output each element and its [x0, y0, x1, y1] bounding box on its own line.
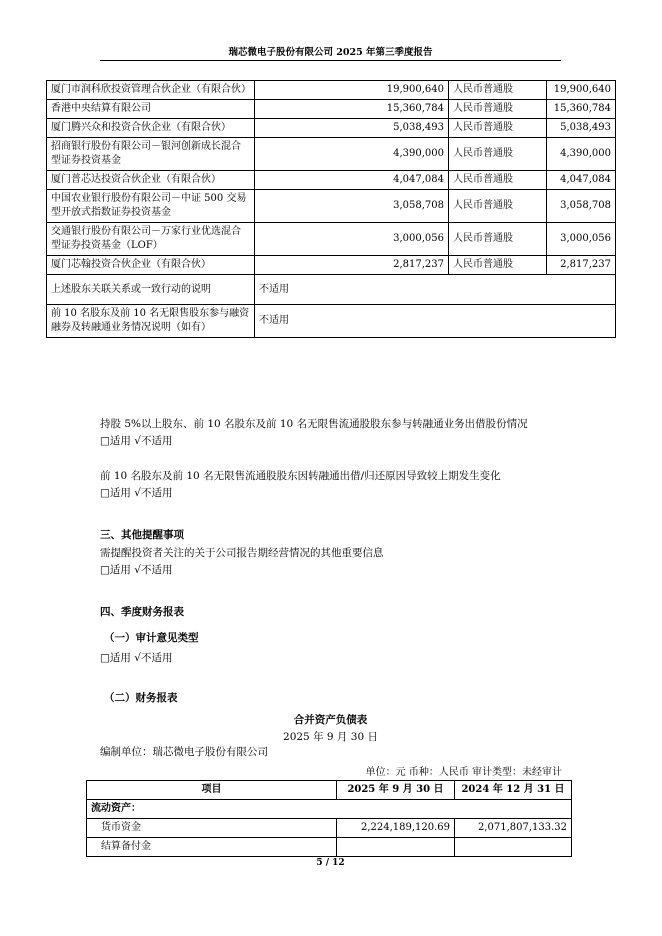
share-type: 人民币普通股 [449, 138, 547, 171]
row-current: 2,224,189,120.69 [337, 819, 455, 838]
lending-change-text: 前 10 名股东及前 10 名无限售流通股股东因转融通出借/归还原因导致较上期发生变化 [100, 470, 501, 482]
holder-shares: 15,360,784 [255, 100, 449, 119]
share-type: 人民币普通股 [449, 223, 547, 256]
holder-name: 香港中央结算有限公司 [47, 100, 255, 119]
shareholders-table [46, 80, 616, 338]
holder-shares: 4,390,000 [255, 138, 449, 171]
holder-name: 交通银行股份有限公司－万家行业优选混合型证券投资基金（LOF） [47, 223, 255, 256]
page-number: 5 / 12 [316, 858, 345, 868]
holder-shares: 3,000,056 [255, 223, 449, 256]
holder-shares: 19,900,640 [255, 81, 449, 100]
currency-meta: 单位：元 币种：人民币 审计类型：未经审计 [365, 767, 562, 778]
holder-name: 中国农业银行股份有限公司－中证 500 交易型开放式指数证券投资基金 [47, 190, 255, 223]
balance-sheet-title: 合并资产负债表 [293, 714, 368, 726]
section-3-options: □适用 √不适用 [100, 564, 173, 576]
holder-shares: 2,817,237 [255, 256, 449, 275]
header-rule [100, 60, 561, 61]
page-header: 瑞芯微电子股份有限公司 2025 年第三季度报告 [228, 47, 433, 58]
share-type: 人民币普通股 [449, 119, 547, 138]
row-item: 结算备付金 [87, 838, 337, 857]
share-type: 人民币普通股 [449, 256, 547, 275]
note-row [47, 275, 616, 305]
share-type: 人民币普通股 [449, 190, 547, 223]
section-3-text: 需提醒投资者关注的关于公司报告期经营情况的其他重要信息 [100, 547, 384, 559]
share-count: 4,390,000 [547, 138, 616, 171]
note-label: 上述股东关联关系或一致行动的说明 [47, 275, 255, 305]
note-value: 不适用 [255, 275, 616, 305]
header-prior: 2024 年 12 月 31 日 [455, 781, 572, 800]
table-row [47, 223, 616, 256]
current-assets-label: 流动资产： [87, 800, 572, 819]
table-header-row [87, 781, 572, 800]
section-4-2-title: （二）财务报表 [104, 692, 178, 704]
note-label: 前 10 名股东及前 10 名无限售股东参与融资融券及转融通业务情况说明（如有） [47, 305, 255, 338]
balance-sheet-table [86, 780, 572, 857]
securities-lending-options: □适用 √不适用 [100, 435, 173, 447]
holder-shares: 5,038,493 [255, 119, 449, 138]
securities-lending-text: 持股 5%以上股东、前 10 名股东及前 10 名无限售流通股股东参与转融通业务出借股份情况 [100, 418, 528, 430]
table-row [47, 190, 616, 223]
holder-shares: 4,047,084 [255, 171, 449, 190]
section-4-1-title: （一）审计意见类型 [104, 632, 199, 644]
share-count: 15,360,784 [547, 100, 616, 119]
share-count: 2,817,237 [547, 256, 616, 275]
share-count: 5,038,493 [547, 119, 616, 138]
table-row [47, 100, 616, 119]
section-4-1-options: □适用 √不适用 [100, 652, 173, 664]
row-prior [455, 838, 572, 857]
section-3-title: 三、其他提醒事项 [100, 529, 184, 541]
table-row [47, 256, 616, 275]
share-type: 人民币普通股 [449, 81, 547, 100]
share-count: 3,000,056 [547, 223, 616, 256]
holder-name: 厦门芯翰投资合伙企业（有限合伙） [47, 256, 255, 275]
holder-name: 厦门市润科欣投资管理合伙企业（有限合伙） [47, 81, 255, 100]
row-item: 货币资金 [87, 819, 337, 838]
preparer: 编制单位：瑞芯微电子股份有限公司 [100, 746, 268, 758]
section-row [87, 800, 572, 819]
table-row [47, 138, 616, 171]
header-item: 项目 [87, 781, 337, 800]
note-row [47, 305, 616, 338]
holder-name: 厦门腾兴众和投资合伙企业（有限合伙） [47, 119, 255, 138]
holder-name: 厦门普芯达投资合伙企业（有限合伙） [47, 171, 255, 190]
row-current [337, 838, 455, 857]
table-row [87, 819, 572, 838]
share-count: 19,900,640 [547, 81, 616, 100]
share-type: 人民币普通股 [449, 171, 547, 190]
balance-sheet-date: 2025 年 9 月 30 日 [283, 731, 378, 743]
share-count: 4,047,084 [547, 171, 616, 190]
table-row [47, 119, 616, 138]
lending-change-options: □适用 √不适用 [100, 487, 173, 499]
share-count: 3,058,708 [547, 190, 616, 223]
row-prior: 2,071,807,133.32 [455, 819, 572, 838]
holder-shares: 3,058,708 [255, 190, 449, 223]
section-4-title: 四、季度财务报表 [100, 606, 184, 618]
note-value: 不适用 [255, 305, 616, 338]
table-row [47, 171, 616, 190]
table-row [87, 838, 572, 857]
share-type: 人民币普通股 [449, 100, 547, 119]
table-row [47, 81, 616, 100]
header-current: 2025 年 9 月 30 日 [337, 781, 455, 800]
holder-name: 招商银行股份有限公司－银河创新成长混合型证券投资基金 [47, 138, 255, 171]
